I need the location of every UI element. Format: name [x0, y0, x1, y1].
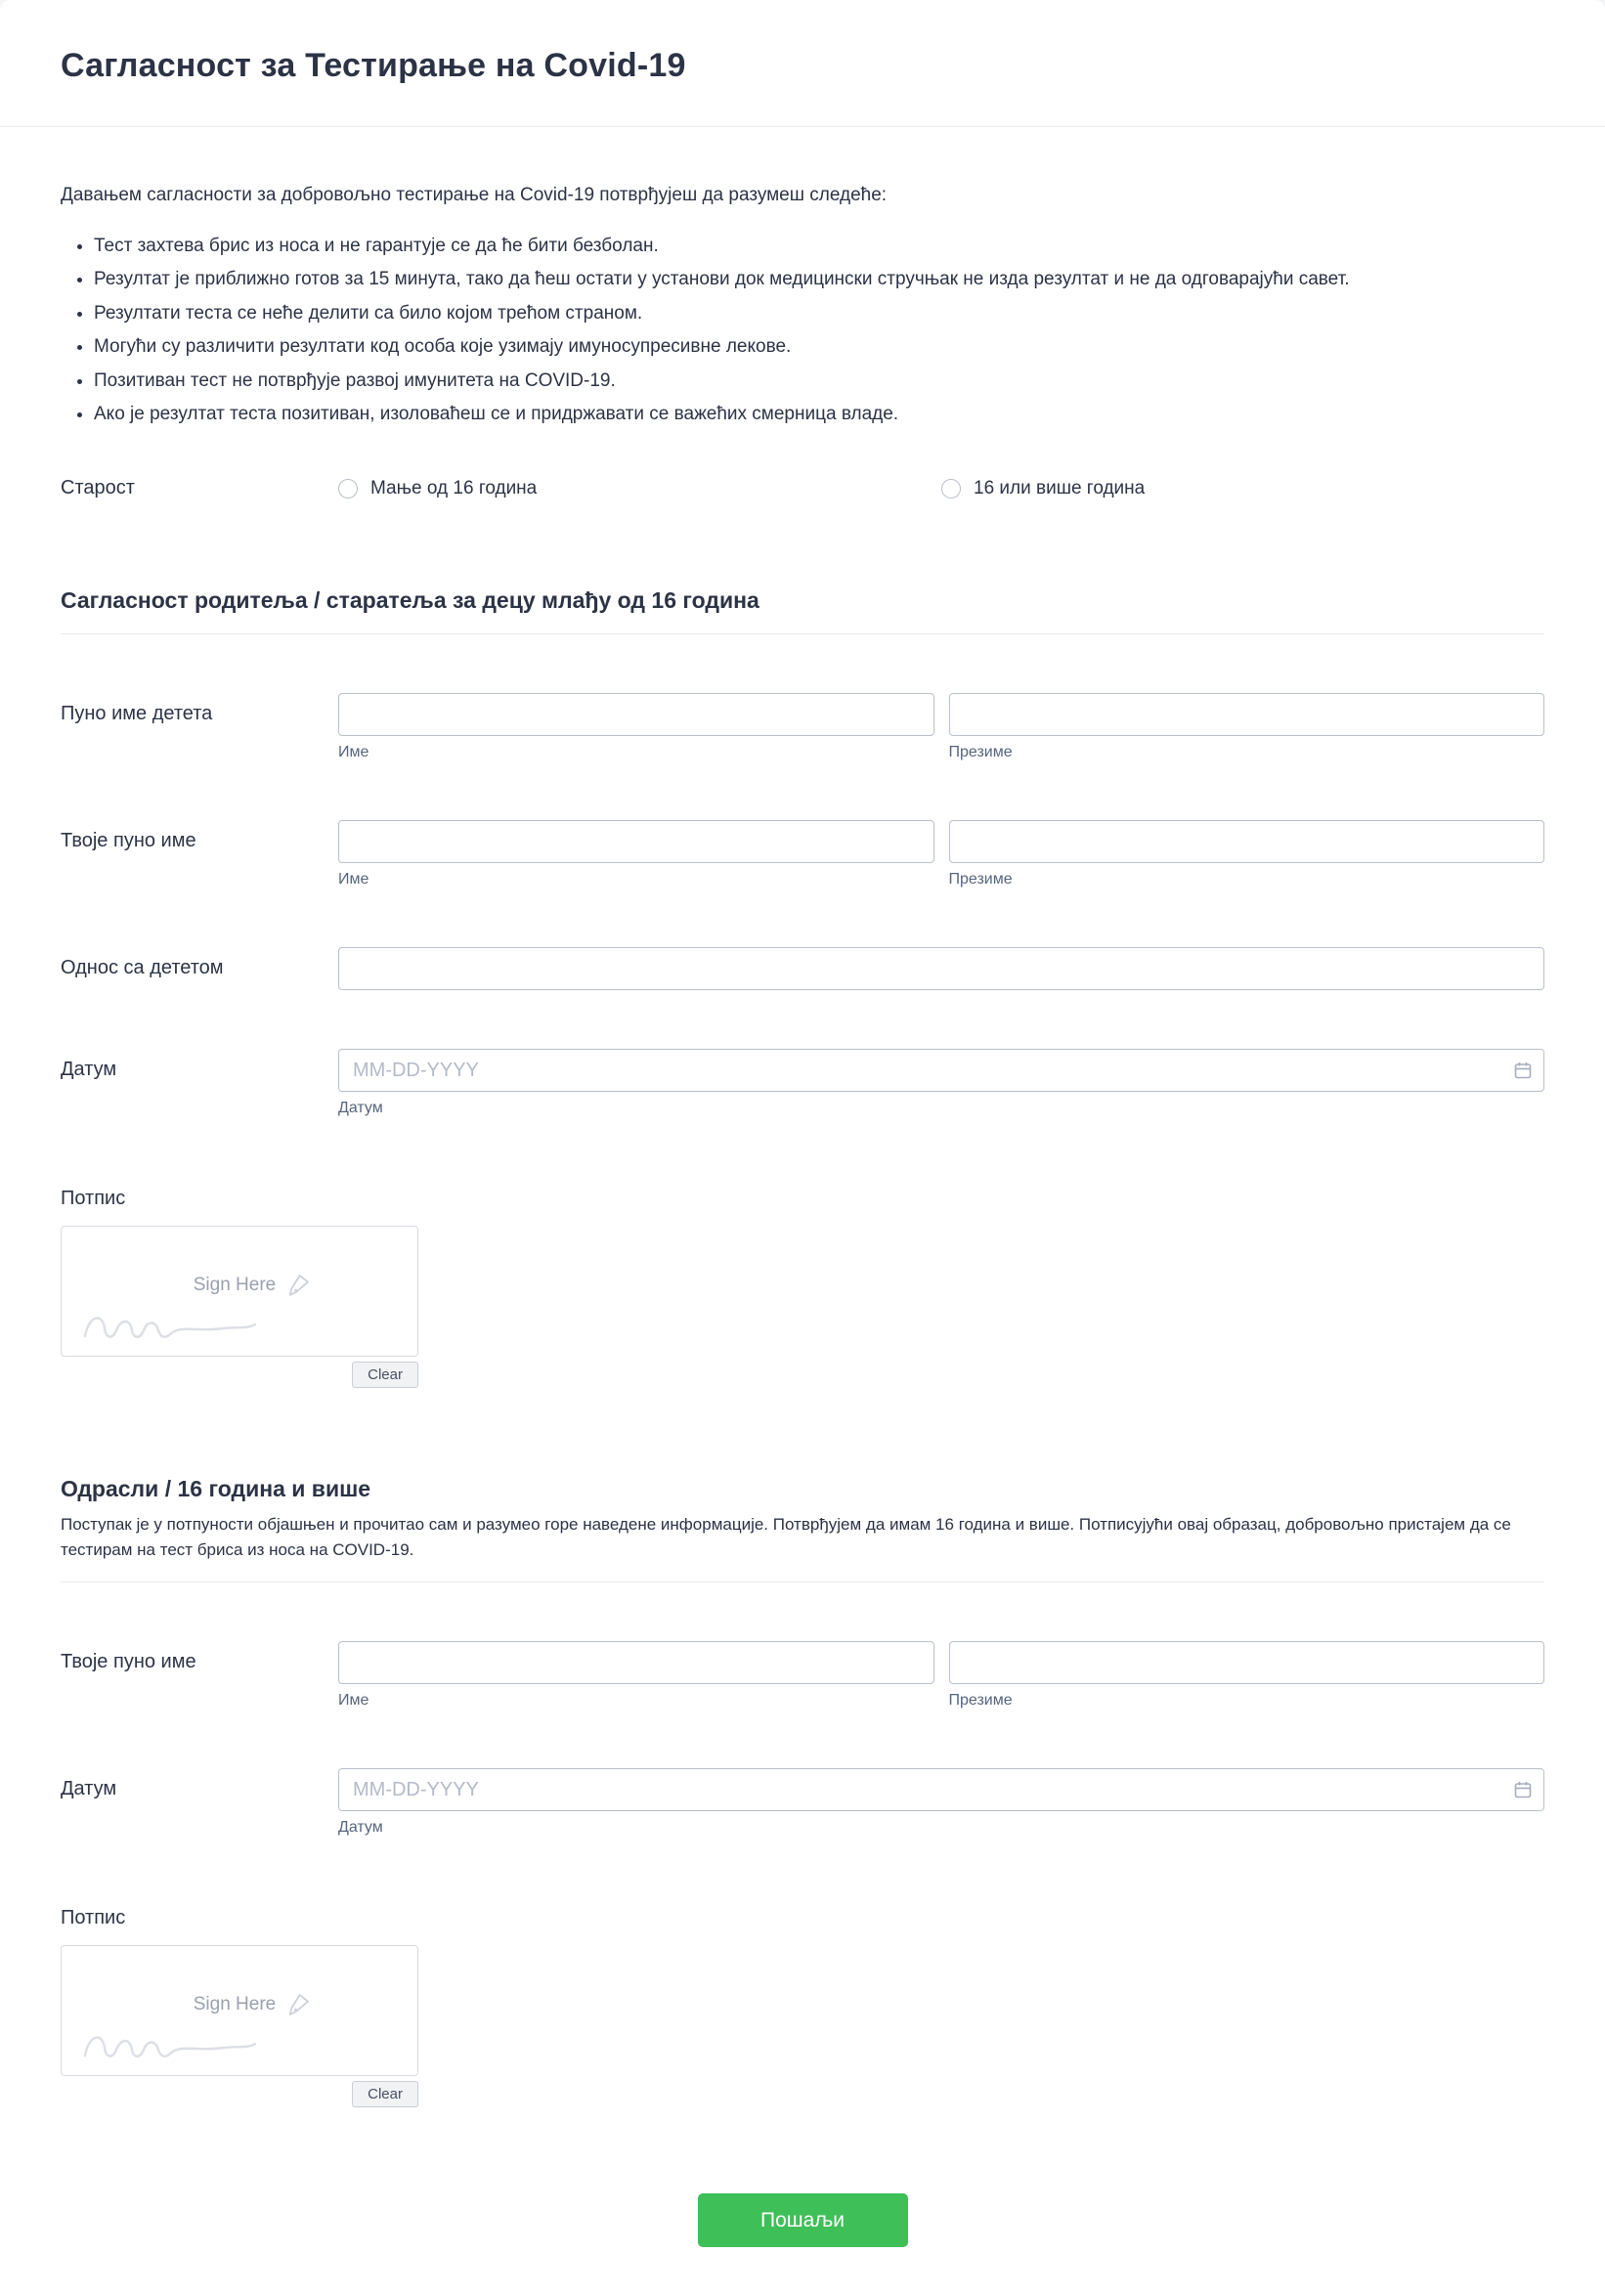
adult-signature-pad[interactable] [61, 1945, 418, 2076]
sign-here-label: Sign Here [193, 1275, 277, 1296]
minor-section-heading: Сагласност родитеља / старатеља за децу млађу од 16 година [61, 587, 759, 614]
signature-squiggle-icon [75, 1297, 281, 1348]
intro-lead: Давањем сагласности за добровољно тестирање на Covid-19 потврђујеш да разумеш следеће: [61, 185, 888, 205]
section-divider [61, 1581, 1544, 1582]
minor-signature-pad[interactable] [61, 1226, 418, 1357]
page-title: Сагласност за Тестирање на Covid-19 [61, 47, 686, 84]
minor-clear-button[interactable]: Clear [352, 1362, 418, 1388]
radio-circle-icon[interactable] [338, 479, 358, 498]
consent-bullet: • Могући су различити резултати код особа које узимају имуносупресивне лекове. [94, 334, 1544, 361]
adult-date-input[interactable] [338, 1768, 1544, 1811]
adult-clear-button[interactable]: Clear [352, 2081, 418, 2107]
calendar-icon[interactable] [1513, 1780, 1533, 1799]
adult-date-row [61, 1768, 1544, 1837]
child-last-name-input[interactable] [949, 693, 1545, 736]
intro-section [61, 182, 1544, 428]
fountain-pen-nib-icon [283, 1271, 313, 1300]
parent-name-label: Твоје пуно име [61, 830, 196, 852]
sign-here-label: Sign Here [193, 1994, 277, 2015]
radio-option-16-or-over[interactable] [941, 478, 1544, 499]
parent-name-row [61, 820, 1544, 888]
adult-last-name-sublabel: Презиме [948, 1692, 1013, 1710]
radio-option-under-16[interactable] [338, 478, 941, 499]
consent-bullet-list [61, 234, 1544, 429]
minor-date-row [61, 1049, 1544, 1117]
submit-bar [61, 2193, 1544, 2247]
minor-date-input[interactable] [338, 1049, 1544, 1092]
adult-name-row [61, 1641, 1544, 1710]
adult-date-sublabel: Датум [338, 1819, 383, 1837]
fountain-pen-nib-icon [283, 1990, 313, 2019]
parent-last-name-input[interactable] [949, 820, 1545, 863]
relation-label: Однос са дететом [61, 957, 224, 979]
submit-button[interactable]: Пошаљи [698, 2193, 908, 2247]
consent-bullet: • Позитиван тест не потврђује развој имунитета на COVID-19. [94, 368, 1544, 395]
adult-first-name-sublabel: Име [338, 1692, 369, 1710]
adult-section-heading: Одрасли / 16 година и више [61, 1476, 371, 1502]
minor-signature-label: Потпис [61, 1188, 126, 1210]
parent-first-name-input[interactable] [338, 820, 934, 863]
form-body [0, 182, 1605, 2247]
child-name-row [61, 693, 1544, 761]
child-first-name-sublabel: Име [338, 744, 369, 761]
adult-date-label: Датум [61, 1778, 117, 1800]
age-options [338, 478, 1544, 499]
minor-date-label: Датум [61, 1059, 117, 1081]
minor-date-sublabel: Датум [338, 1100, 383, 1117]
adult-first-name-input[interactable] [338, 1641, 934, 1684]
adult-last-name-input[interactable] [949, 1641, 1545, 1684]
parent-first-name-sublabel: Име [338, 871, 369, 888]
child-last-name-sublabel: Презиме [948, 744, 1013, 761]
radio-option-label: 16 или више година [974, 477, 1146, 498]
child-first-name-input[interactable] [338, 693, 934, 736]
calendar-icon[interactable] [1513, 1061, 1533, 1080]
consent-bullet: • Ако је резултат теста позитиван, изоловаћеш се и придржавати се важећих смерница владе. [94, 402, 1544, 428]
radio-option-label: Мање од 16 година [370, 477, 538, 498]
consent-bullet: • Резултат је приближно готов за 15 минута, тако да ћеш остати у установи док медицински стручњак не изда резултат и не да одговарајући савет. [94, 267, 1544, 293]
parent-last-name-sublabel: Презиме [948, 871, 1013, 888]
age-question-label: Старост [61, 477, 135, 499]
adult-signature-label: Потпис [61, 1907, 126, 1929]
signature-squiggle-icon [75, 2016, 281, 2067]
adult-signature-block [61, 1907, 1544, 2107]
child-name-label: Пуно име детета [61, 703, 213, 725]
section-divider [61, 633, 1544, 634]
age-question-row [61, 477, 1544, 499]
form-header [0, 0, 1605, 127]
adult-name-label: Твоје пуно име [61, 1651, 196, 1673]
relation-row [61, 947, 1544, 990]
consent-bullet: • Тест захтева брис из носа и не гарантује се да ће бити безболан. [94, 234, 1544, 260]
consent-bullet: • Резултати теста се неће делити са било којом трећом страном. [94, 301, 1544, 327]
radio-circle-icon[interactable] [941, 479, 961, 498]
minor-signature-block [61, 1188, 1544, 1388]
relation-input[interactable] [338, 947, 1544, 990]
adult-section-description: Поступак је у потпуности објашњен и прочитао сам и разумео горе наведене информације. Потврђујем да имам 16 година и више. Потписујући овај образац, добровољно пристајем да се тестирам на тест бриса из носа на COVID-19. [61, 1515, 1511, 1559]
